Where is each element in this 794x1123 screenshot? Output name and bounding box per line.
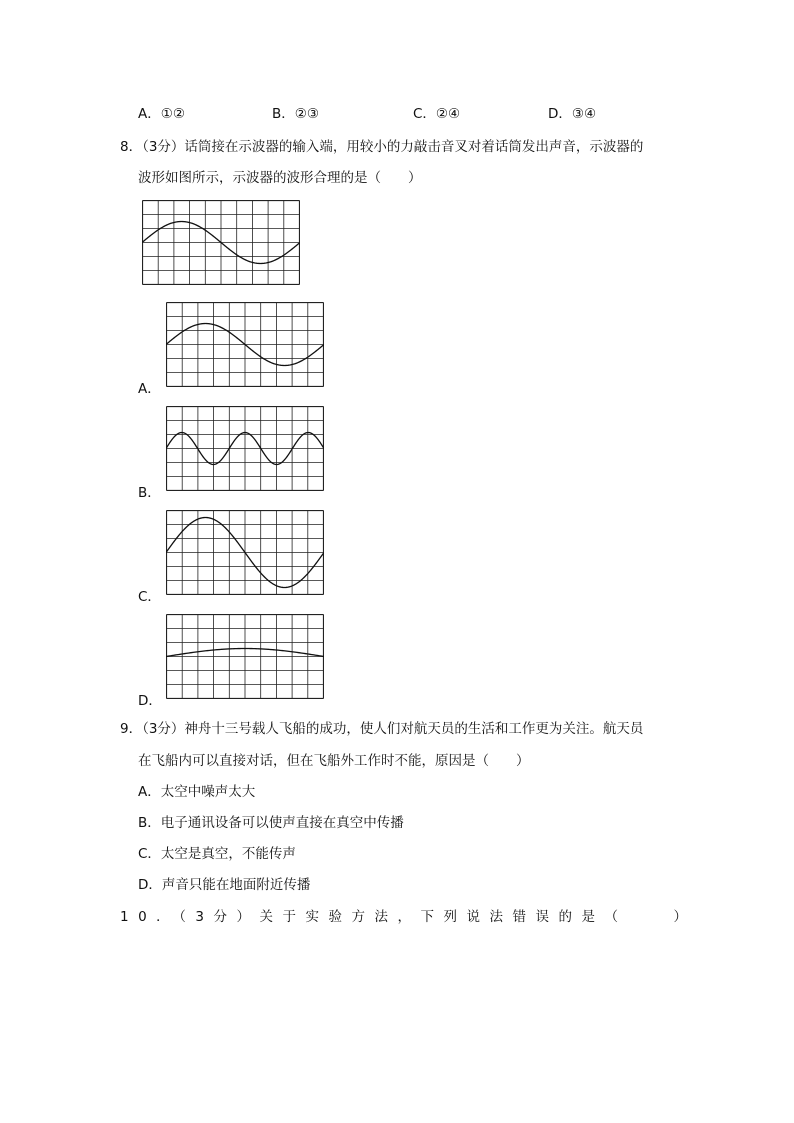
- q8-reference-waveform: [142, 200, 300, 285]
- q8-option-b-label: B．: [138, 485, 161, 501]
- q7-option-c: C．②④: [413, 106, 461, 122]
- option-d-waveform-svg: [166, 614, 324, 699]
- q9-stem-line2: 在飞船内可以直接对话，但在飞船外工作时不能，原因是（ ）: [138, 753, 530, 769]
- q7-options: [0, 102, 794, 122]
- q7-option-d: D．③④: [548, 106, 597, 122]
- grid-lines: [167, 615, 324, 699]
- q9-option-d: D．声音只能在地面附近传播: [138, 877, 311, 893]
- option-b-waveform-svg: [166, 406, 324, 491]
- q9-option-a: A．太空中噪声太大: [138, 784, 256, 800]
- q8-option-c-waveform: [166, 510, 324, 595]
- q9-option-c: C．太空是真空，不能传声: [138, 846, 296, 862]
- q8-option-c-label: C．: [138, 589, 161, 605]
- option-a-waveform-svg: [166, 302, 324, 387]
- q8-option-a-label: A．: [138, 381, 161, 397]
- q8-option-d-label: D．: [138, 693, 162, 709]
- q8-option-a-waveform: [166, 302, 324, 387]
- option-c-waveform-svg: [166, 510, 324, 595]
- q8-stem-line2: 波形如图所示，示波器的波形合理的是（ ）: [138, 170, 422, 186]
- q7-option-a: A．①②: [138, 106, 185, 122]
- q9-option-b: B．电子通讯设备可以使声直接在真空中传播: [138, 815, 404, 831]
- grid-lines: [167, 407, 324, 491]
- q7-option-b: B．②③: [272, 106, 319, 122]
- q8-stem-line1: 8．（3分）话筒接在示波器的输入端，用较小的力敲击音叉对着话筒发出声音，示波器的: [120, 139, 644, 155]
- q8-option-b-waveform: [166, 406, 324, 491]
- q10-stem-line1: 10．（3分）关于实验方法，下列说法错误的是（ ）: [120, 909, 697, 925]
- reference-waveform-svg: [142, 200, 300, 285]
- q8-option-d-waveform: [166, 614, 324, 699]
- q9-stem-line1: 9．（3分）神舟十三号载人飞船的成功，使人们对航天员的生活和工作更为关注。航天员: [120, 721, 644, 737]
